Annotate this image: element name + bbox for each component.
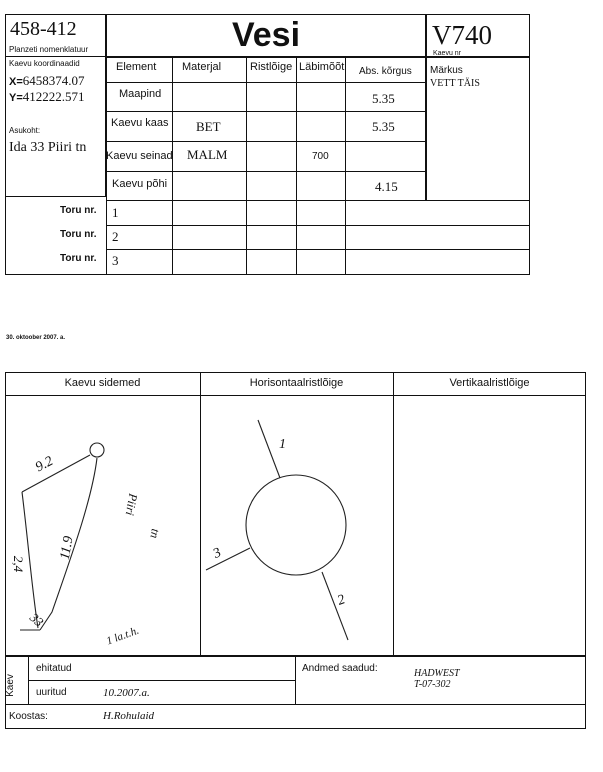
location-value: Ida 33 Piiri tn bbox=[9, 140, 87, 155]
nomenclature-value: 458-412 bbox=[10, 18, 77, 40]
sketch-label-33: 33 bbox=[27, 609, 47, 630]
card-title: Vesi bbox=[231, 16, 301, 54]
footer-vline bbox=[585, 656, 586, 728]
x-value: 6458374.07 bbox=[22, 73, 85, 88]
pipe-label: Toru nr. bbox=[60, 253, 97, 264]
pipe-label: Toru nr. bbox=[60, 229, 97, 240]
header-cross-section: Ristlõige bbox=[250, 61, 293, 73]
header-diameter: Läbimõõt bbox=[299, 61, 345, 73]
pipe-number: 1 bbox=[112, 205, 119, 220]
x-label: X= bbox=[9, 76, 23, 88]
pipe-number: 2 bbox=[112, 229, 119, 244]
well-circle bbox=[246, 475, 346, 575]
header-abs-height: Abs. kõrgus bbox=[359, 66, 412, 77]
well-marker bbox=[90, 443, 104, 457]
well-number-label: Kaevu nr bbox=[433, 50, 462, 57]
sketch-note-tn: tn bbox=[147, 527, 163, 540]
footer-line bbox=[5, 728, 586, 729]
y-label: Y= bbox=[9, 92, 23, 104]
row-element: Kaevu seinad bbox=[106, 150, 173, 162]
header-element: Element bbox=[116, 61, 157, 73]
built-label: ehitatud bbox=[36, 663, 72, 674]
header-material: Materjal bbox=[182, 61, 222, 73]
remarks-label: Märkus bbox=[430, 65, 463, 76]
well-number-value: V740 bbox=[432, 20, 492, 50]
pipe-label: Toru nr. bbox=[60, 205, 97, 216]
row-abs: 5.35 bbox=[372, 119, 395, 134]
surveyed-value: 10.2007.a. bbox=[103, 687, 150, 699]
surveyed-label: uuritud bbox=[36, 687, 67, 698]
coordinates-label: Kaevu koordinaadid bbox=[9, 59, 80, 68]
pipe-number: 3 bbox=[112, 253, 119, 268]
pipe-label-3: 3 bbox=[210, 545, 224, 562]
row-element: Kaevu põhi bbox=[112, 178, 168, 190]
footer-vline bbox=[295, 656, 296, 704]
y-value: 412222.571 bbox=[22, 89, 85, 104]
col-title-links: Kaevu sidemed bbox=[64, 377, 141, 389]
pipe-line-1 bbox=[258, 420, 280, 478]
footer-line bbox=[28, 680, 295, 681]
compiled-value: H.Rohulaid bbox=[103, 710, 155, 722]
card-date: 30. oktoober 2007. a. bbox=[6, 335, 66, 341]
row-abs: 4.15 bbox=[375, 179, 398, 194]
sketch-label-11-9: 11.9 bbox=[57, 535, 77, 561]
pipe-label-2: 2 bbox=[335, 592, 348, 609]
tie-line-top bbox=[22, 455, 90, 492]
sketch-label-2-4: 2,4 bbox=[11, 555, 27, 573]
col-title-vertical: Vertikaalristlõige bbox=[449, 377, 530, 389]
sketch-note-bottom: 1 la.t.h. bbox=[104, 624, 141, 648]
sketch-label-9-2: 9.2 bbox=[33, 453, 56, 476]
sketch-note-piiri: Piiri bbox=[122, 492, 141, 517]
footer-line bbox=[5, 704, 586, 705]
data-received-value-2: T-07-302 bbox=[414, 679, 451, 690]
pipe-label-1: 1 bbox=[279, 437, 286, 452]
row-material: MALM bbox=[187, 147, 228, 162]
compiled-label: Koostas: bbox=[9, 711, 48, 722]
row-element: Maapind bbox=[119, 88, 162, 100]
data-received-value-1: HADWEST bbox=[414, 668, 460, 679]
row-material: BET bbox=[196, 119, 221, 134]
data-received-label: Andmed saadud: bbox=[302, 663, 378, 674]
row-element: Kaevu kaas bbox=[111, 117, 169, 129]
footer-vline bbox=[28, 656, 29, 704]
col-title-horizontal: Horisontaalristlõige bbox=[249, 377, 344, 389]
row-diameter: 700 bbox=[312, 151, 329, 162]
remarks-value: VETT TÄIS bbox=[430, 78, 480, 89]
row-abs: 5.35 bbox=[372, 91, 395, 106]
nomenclature-label: Planzeti nomenklatuur bbox=[9, 45, 89, 54]
location-label: Asukoht: bbox=[9, 126, 41, 135]
side-label-kaev: Kaev bbox=[4, 674, 16, 697]
